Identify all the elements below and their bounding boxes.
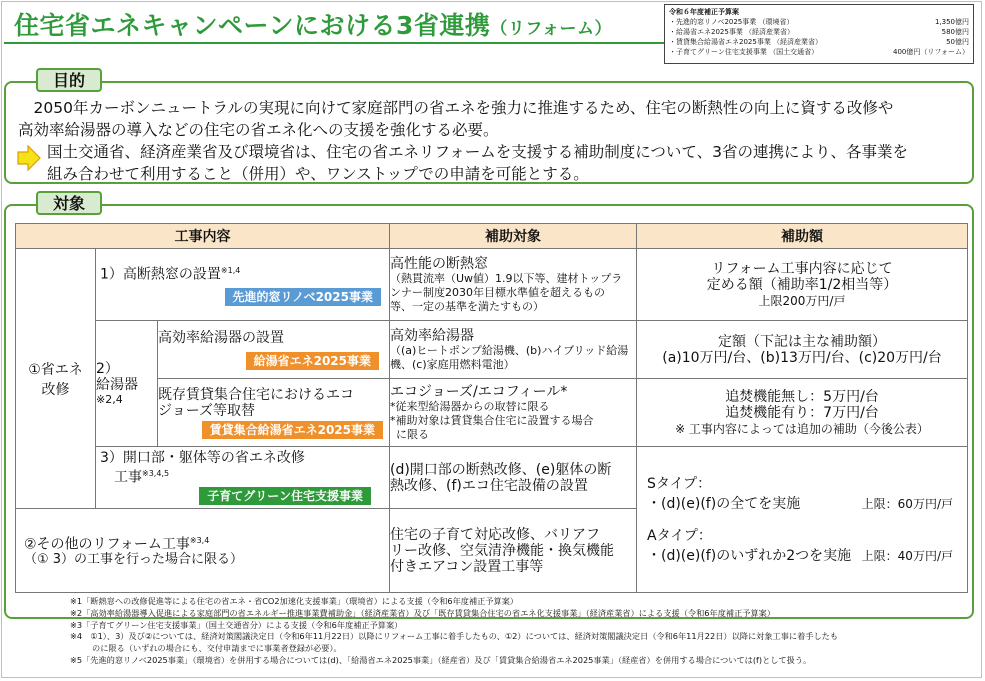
purpose-text <box>18 97 968 141</box>
target-rental: エコジョーズ/エコフィール* *従来型給湯器からの取替に限る *補助対象は賃貸集合住宅に設置する場合 に限る <box>390 379 637 447</box>
header-target: 補助対象 <box>390 224 637 249</box>
header-amount: 補助額 <box>637 224 968 249</box>
footnote: ※5「先進的窓リノベ2025事業」（環境省）を併用する場合については(d)、「給湯省エネ2025事業」（経産省）及び「賃貸集合給湯省エネ2025事業」（経産省）を併用する場合については(f)として扱う。 <box>70 654 812 665</box>
footnote: ※2「高効率給湯器導入促進による家庭部門の省エネルギー推進事業費補助金」（経済産業省）及び「既存賃貸集合住宅の省エネ化支援事業」（経済産業省）による支援（令和6年度補正予算案） <box>70 607 776 618</box>
work-window: 1）高断熱窓の設置$^{※1,4}$ 先進的窓リノベ2025事業 <box>96 249 390 321</box>
work-other: ②その他のリフォーム工事$^{※3,4}$ （① 3）の工事を行った場合に限る） <box>16 509 390 593</box>
subsidy-table <box>15 223 968 593</box>
amount-window: リフォーム工事内容に応じて 定める額（補助率1/2相当等） 上限200万円/戸 <box>637 249 968 321</box>
purpose-line: 組み合わせて利用すること（併用）や、ワンストップでの申請を可能とする。 <box>47 165 589 183</box>
program-badge-window: 先進的窓リノベ2025事業 <box>225 288 381 306</box>
arrow-right-icon <box>17 145 41 171</box>
budget-item: ・先進的窓リノベ2025事業 （環境省） 1,350億円 <box>669 18 969 26</box>
footnote: のに限る（いずれの場合にも、交付申請までに事業者登録が必要）。 <box>92 643 342 654</box>
amount-heater: 定額（下記は主な補助額） (a)10万円/台、(b)13万円/台、(c)20万円/台 <box>637 321 968 379</box>
footnote: ※4 ①1）、3）及び②については、経済対策閣議決定日（令和6年11月22日）以降にリフォーム工事に着手したもの、①2）については、経済対策閣議決定日（令和6年11月22日）以降に対象工事に着手したも <box>70 631 839 642</box>
table-row <box>16 249 968 321</box>
target-window: 高性能の断熱窓 （熱貫流率（Uw値）1.9以下等、建材トップラ ンナー制度2030年目標水準値を超えるもの 等、一定の基準を満たすもの） <box>390 249 637 321</box>
footnotes <box>70 596 975 667</box>
work-rental: 既存賃貸集合住宅におけるエコ ジョーズ等取替 賃貸集合給湯省エネ2025事業 <box>158 379 390 447</box>
work-opening: 3）開口部・躯体等の省エネ改修 工事$^{※3,4,5}$ 子育てグリーン住宅支援事業 <box>96 447 390 509</box>
title-underline <box>4 42 664 44</box>
purpose-line: 高効率給湯器の導入などの住宅の省エネ化への支援を強化する必要。 <box>18 121 499 139</box>
page-title: 住宅省エネキャンペーンにおける3省連携（リフォーム） <box>14 11 613 40</box>
group-energy-saving: ①省エネ 改修 <box>16 249 96 509</box>
purpose-line: 国土交通省、経済産業省及び環境省は、住宅の省エネリフォームを支援する補助制度について、3省の連携により、各事業を <box>47 143 908 161</box>
table-header-row <box>16 224 968 249</box>
footnote: ※1「断熱窓への改修促進等による住宅の省エネ・省CO2加速化支援事業」（環境省）による支援（令和6年度補正予算案） <box>70 596 519 606</box>
budget-box <box>664 4 974 64</box>
amount-green: Sタイプ： ・(d)(e)(f)の全てを実施 上限：60万円/戸 Aタイプ： ・(d)(e)(f)のいずれか2つを実施 上限：40万円/戸 <box>637 447 968 593</box>
purpose-conclusion <box>47 141 972 185</box>
target-heater: 高効率給湯器 （(a)ヒートポンプ給湯機、(b)ハイブリッド給湯 機、(c)家庭用燃料電池） <box>390 321 637 379</box>
program-badge-green: 子育てグリーン住宅支援事業 <box>199 487 371 505</box>
program-badge-heater: 給湯省エネ2025事業 <box>246 352 379 370</box>
budget-item: ・給湯省エネ2025事業 （経済産業省） 580億円 <box>669 28 969 36</box>
page-subtitle: （リフォーム） <box>490 19 613 39</box>
program-badge-rental: 賃貸集合給湯省エネ2025事業 <box>202 421 383 439</box>
table-row <box>16 447 968 509</box>
amount-rental: 追焚機能無し：5万円/台 追焚機能有り：7万円/台 ※ 工事内容によっては追加の補助（今後公表） <box>637 379 968 447</box>
table-row <box>16 379 968 447</box>
budget-item: ・賃貸集合給湯省エネ2025事業 （経済産業省） 50億円 <box>669 38 969 46</box>
target-tag: 対象 <box>36 191 102 215</box>
group-water-heater: 2） 給湯器 ※2,4 <box>96 321 158 447</box>
header-work: 工事内容 <box>16 224 390 249</box>
target-opening: (d)開口部の断熱改修、(e)躯体の断 熱改修、(f)エコ住宅設備の設置 <box>390 447 637 509</box>
work-heater: 高効率給湯器の設置 給湯省エネ2025事業 <box>158 321 390 379</box>
table-row <box>16 321 968 379</box>
budget-item: ・子育てグリーン住宅支援事業 （国土交通省） 400億円（リフォーム） <box>669 48 969 56</box>
footnote: ※3「子育てグリーン住宅支援事業」（国土交通省分）による支援（令和6年度補正予算案） <box>70 619 403 630</box>
purpose-line: 2050年カーボンニュートラルの実現に向けて家庭部門の省エネを強力に推進するため、住宅の断熱性の向上に資する改修や <box>33 99 894 117</box>
target-other: 住宅の子育て対応改修、バリアフ リー改修、空気清浄機能・換気機能 付きエアコン設置工事等 <box>390 509 637 593</box>
purpose-tag: 目的 <box>36 68 102 92</box>
budget-heading: 令和６年度補正予算案 <box>669 8 739 16</box>
